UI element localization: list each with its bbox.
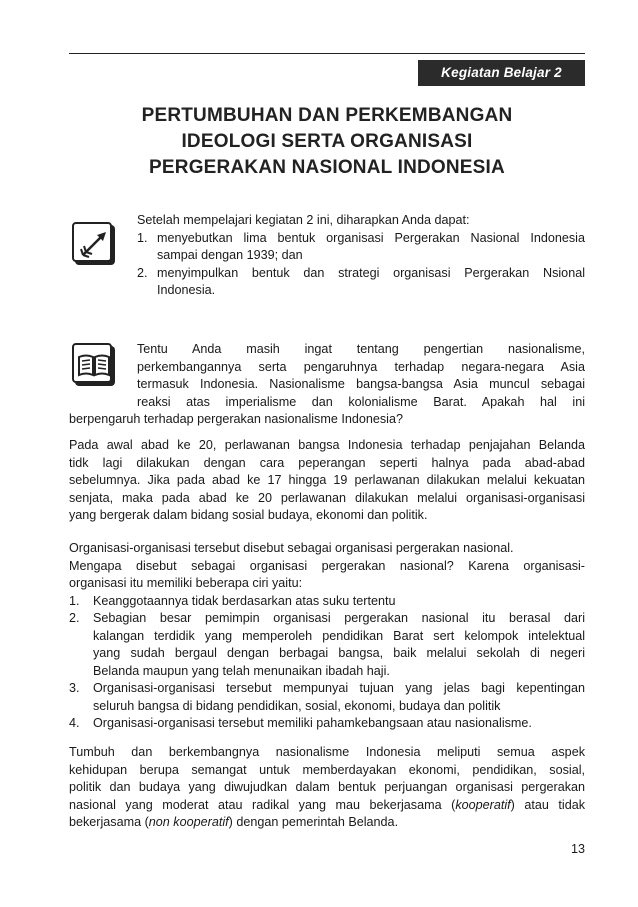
text-line: politik dan budaya yang diwujudkan dalam bentuk perjuangan organisasi pergerakan <box>69 780 585 794</box>
body-paragraph <box>69 744 585 832</box>
text-span: bekerjasama ( <box>69 815 149 829</box>
text-line: senjata, maka pada abad ke 20 perlawanan dilakukan melalui organisasi-organisasi <box>69 490 585 505</box>
list-number: 2. <box>137 265 148 280</box>
text-line: kehidupan berupa semangat untuk memberdayakan ekonomi, pendidikan, sosial, <box>69 762 585 777</box>
text-line: tidk lagi dilakukan dengan cara peperangan seperti halnya pada abad-abad <box>69 455 585 470</box>
text-line: berpengaruh terhadap pergerakan nasionalisme Indonesia? <box>69 412 403 426</box>
list-number: 1. <box>69 593 80 608</box>
learning-objectives <box>137 212 585 300</box>
title-line: PERTUMBUHAN DAN PERKEMBANGAN <box>141 105 513 126</box>
text-span: ) dengan pemerintah Belanda. <box>228 815 399 829</box>
list-item <box>137 265 585 300</box>
text-line: termasuk Indonesia. Nasionalisme bangsa-bangsa Asia muncul sebagai <box>137 377 585 391</box>
text-line: Sebagian besar pemimpin organisasi pergerakan nasional itu berasal dari <box>93 611 585 625</box>
text-line: Tentu Anda masih ingat tentang pengertian nasionalisme, <box>137 342 585 356</box>
body-paragraph <box>69 437 585 525</box>
text-line: yang sudah bergaul dengan berbagai bangsa, baik melalui sekolah di negeri <box>93 646 585 660</box>
text-line: menyebutkan lima bentuk organisasi Pergerakan Nasional Indonesia <box>157 230 585 245</box>
text-line: perkembangannya serta pengaruhnya terhadap negara-negara Asia <box>137 359 585 374</box>
list-item <box>69 715 585 733</box>
text-line: Indonesia. <box>157 283 216 297</box>
objectives-intro: Setelah mempelajari kegiatan 2 ini, diharapkan Anda dapat: <box>137 213 470 227</box>
text-line: menyimpulkan bentuk dan strategi organisasi Pergerakan Nsional <box>157 265 585 280</box>
italic-term: kooperatif <box>455 797 511 812</box>
list-item <box>69 610 585 680</box>
list-number: 2. <box>69 611 80 625</box>
text-span: nasional yang moderat atau radikal yang mau bekerjasama ( <box>69 797 456 812</box>
text-line: Mengapa disebut sebagai organisasi pergerakan nasional? Karena organisasi- <box>69 558 585 573</box>
text-line: seluruh bangsa di bidang pendidikan, sosial, ekonomi, budaya dan politik <box>93 698 501 713</box>
list-number: 1. <box>137 230 148 245</box>
text-line: sebelumnya. Jika pada abad ke 17 hingga 19 perlawanan dilakukan melalui kekuatan <box>69 473 585 487</box>
list-item <box>69 680 585 715</box>
page-number: 13 <box>570 842 585 856</box>
header-rule <box>69 53 585 54</box>
text-line: Belanda maupun yang telah menunaikan ibadah haji. <box>93 663 390 678</box>
text-line: organisasi itu memiliki beberapa ciri yaitu: <box>69 576 303 590</box>
title-line: PERGERAKAN NASIONAL INDONESIA <box>149 157 505 178</box>
text-line: yang bergerak dalam bidang sosial budaya, ekonomi dan politik. <box>69 508 428 522</box>
text-line: Organisasi-organisasi tersebut disebut sebagai organisasi pergerakan nasional. <box>69 541 514 555</box>
text-line: Organisasi-organisasi tersebut memiliki pahamkebangsaan atau nasionalisme. <box>93 716 532 730</box>
text-span: ) atau tidak <box>510 797 585 812</box>
text-line: sampai dengan 1939; dan <box>157 248 303 262</box>
target-arrow-icon <box>72 222 112 262</box>
text-line: kalangan terdidik yang memperoleh pendidikan Barat sert kelompok intelektual <box>93 628 585 643</box>
text-line: Keanggotaannya tidak berdasarkan atas suku tertentu <box>93 593 396 608</box>
text-line: Organisasi-organisasi tersebut mempunyai tujuan yang jelas bagi kepentingan <box>93 681 585 695</box>
section-tag: Kegiatan Belajar 2 <box>418 60 585 86</box>
text-line <box>69 797 585 815</box>
title-line: IDEOLOGI SERTA ORGANISASI <box>181 131 473 152</box>
text-line: Pada awal abad ke 20, perlawanan bangsa Indonesia terhadap penjajahan Belanda <box>69 438 585 452</box>
text-line: reaksi atas imperialisme dan kolonialisme Barat. Apakah hal ini <box>137 394 585 409</box>
list-number: 4. <box>69 716 80 730</box>
body-paragraph <box>69 540 585 733</box>
list-item <box>137 230 585 265</box>
text-line: Tumbuh dan berkembangnya nasionalisme Indonesia meliputi semua aspek <box>69 745 585 759</box>
page-title <box>69 103 585 181</box>
list-item <box>69 593 585 611</box>
list-number: 3. <box>69 681 80 695</box>
italic-term: non kooperatif <box>148 815 229 829</box>
intro-paragraph <box>69 341 585 429</box>
text-line <box>69 814 585 832</box>
